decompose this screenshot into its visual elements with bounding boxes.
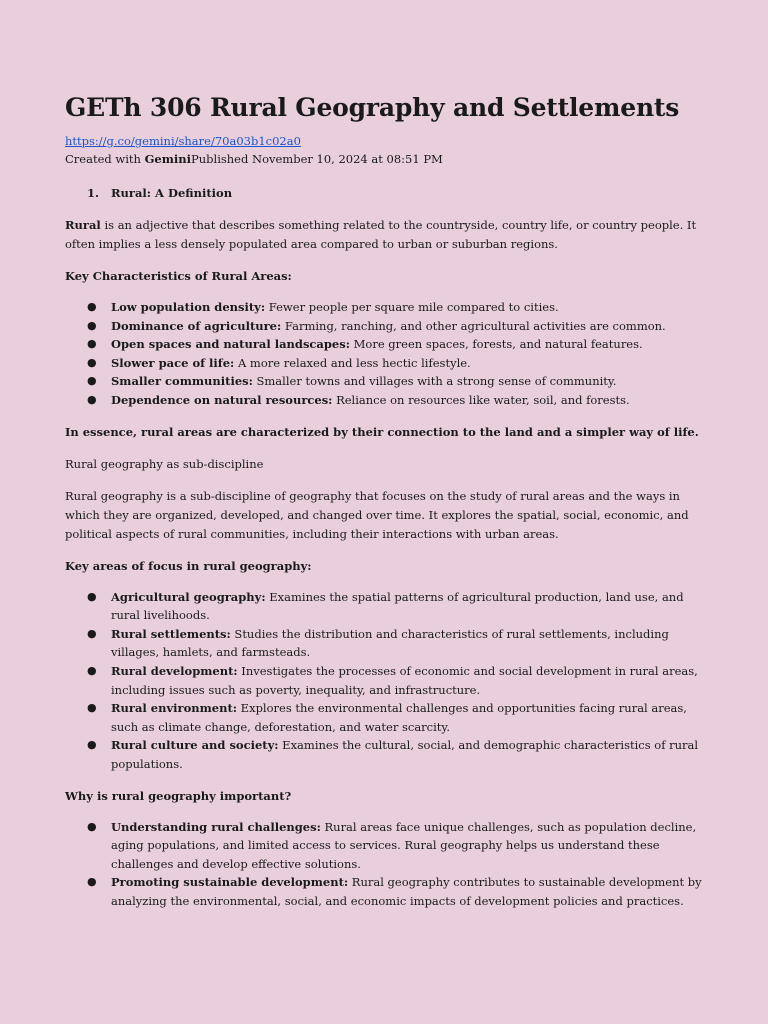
focus-heading: Key areas of focus in rural geography: xyxy=(65,558,312,573)
list-item xyxy=(65,391,704,410)
bullet-icon: ● xyxy=(87,300,97,313)
list-item-description: Explores the environmental challenges and opportunities facing rural areas, such as climate change, deforestation, and water scarcity. xyxy=(111,701,687,734)
list-item-description: Studies the distribution and characteristics of rural settlements, including villages, hamlets, and farmsteads. xyxy=(111,626,669,660)
section-number: 1. xyxy=(87,186,100,200)
list-item-description: A more relaxed and less hectic lifestyle. xyxy=(234,355,471,370)
list-item xyxy=(65,354,704,373)
bullet-icon: ● xyxy=(87,589,97,603)
section-heading-definition xyxy=(65,184,704,203)
list-item-term: Dominance of agriculture: xyxy=(111,318,282,333)
list-item-description: Investigates the processes of economic and social development in rural areas, including issues such as poverty, inequality, and infrastructure. xyxy=(111,663,698,697)
list-item-term: Understanding rural challenges: xyxy=(111,819,321,834)
list-item-term: Open spaces and natural landscapes: xyxy=(111,337,350,352)
list-item-description: More green spaces, forests, and natural features. xyxy=(349,337,643,352)
list-item-description: Smaller towns and villages with a strong sense of community. xyxy=(252,374,617,389)
bullet-icon: ● xyxy=(87,392,97,406)
list-item-description: Reliance on resources like water, soil, and forests. xyxy=(332,392,630,407)
list-item xyxy=(65,335,704,354)
list-item xyxy=(65,588,704,625)
definition-paragraph xyxy=(65,216,704,254)
list-item xyxy=(65,662,704,699)
list-item-description: Fewer people per square mile compared to cities. xyxy=(265,300,559,314)
share-link[interactable]: https://g.co/gemini/share/70a03b1c02a0 xyxy=(65,134,301,148)
list-item xyxy=(65,818,704,874)
created-prefix: Created with xyxy=(65,152,145,166)
bullet-icon: ● xyxy=(87,318,97,332)
list-item xyxy=(65,625,704,662)
bullet-icon: ● xyxy=(87,337,97,351)
list-item-description: Rural geography contributes to sustainable development by analyzing the environmental, social, and economic impacts of development policies and practices. xyxy=(111,875,702,908)
bullet-icon: ● xyxy=(87,738,97,752)
bullet-icon: ● xyxy=(87,875,97,889)
bullet-icon: ● xyxy=(87,663,97,677)
list-item-term: Low population density: xyxy=(111,300,266,314)
document-meta xyxy=(65,132,704,168)
key-characteristics-heading: Key Characteristics of Rural Areas: xyxy=(65,269,292,283)
list-item xyxy=(65,699,704,736)
list-item-description: Rural areas face unique challenges, such as population decline, aging populations, and limited access to services. Rural geography helps us understand these challenges and develop effective solutions. xyxy=(111,819,697,871)
bullet-icon: ● xyxy=(87,701,97,715)
list-item-term: Slower pace of life: xyxy=(111,355,235,370)
definition-text: is an adjective that describes something related to the countryside, country life, or country people. It often implies a less densely populated area compared to urban or suburban regions. xyxy=(65,218,697,251)
published-date: Published November 10, 2024 at 08:51 PM xyxy=(191,152,443,166)
bullet-icon: ● xyxy=(87,355,97,369)
list-item-term: Smaller communities: xyxy=(111,374,253,389)
list-item-term: Rural settlements: xyxy=(111,626,231,641)
list-item-description: Examines the spatial patterns of agricultural production, land use, and rural livelihoods. xyxy=(111,589,684,623)
list-item-term: Agricultural geography: xyxy=(111,589,266,604)
list-item xyxy=(65,298,704,317)
list-item-term: Dependence on natural resources: xyxy=(111,392,333,407)
list-item-description: Examines the cultural, social, and demographic characteristics of rural populations. xyxy=(111,738,699,771)
list-item-description: Farming, ranching, and other agricultural activities are common. xyxy=(281,318,666,333)
bullet-icon: ● xyxy=(87,819,97,833)
essence-statement: In essence, rural areas are characterized by their connection to the land and a simpler way of life. xyxy=(65,424,699,439)
section-label: Rural: A Definition xyxy=(111,186,233,200)
list-item xyxy=(65,873,704,910)
list-item-term: Rural development: xyxy=(111,663,238,678)
list-item-term: Promoting sustainable development: xyxy=(111,875,349,890)
page-title: GETh 306 Rural Geography and Settlements xyxy=(65,93,680,122)
subdiscipline-heading: Rural geography as sub-discipline xyxy=(65,456,264,471)
list-item xyxy=(65,372,704,391)
list-item xyxy=(65,317,704,336)
list-item-term: Rural environment: xyxy=(111,701,238,716)
focus-list xyxy=(65,588,704,774)
subdiscipline-paragraph: Rural geography is a sub-discipline of geography that focuses on the study of rural areas and the ways in which they are organized, developed, and changed over time. It explores the spatial, social, economic, and political aspects of rural communities, including their interactions with urban areas. xyxy=(65,488,689,541)
bullet-icon: ● xyxy=(87,374,97,388)
why-list xyxy=(65,818,704,911)
bullet-icon: ● xyxy=(87,626,97,640)
why-heading: Why is rural geography important? xyxy=(65,788,292,803)
created-tool: Gemini xyxy=(144,152,192,166)
list-item-term: Rural culture and society: xyxy=(111,738,279,753)
characteristics-list xyxy=(65,298,704,410)
definition-term: Rural xyxy=(65,218,101,232)
list-item xyxy=(65,736,704,773)
